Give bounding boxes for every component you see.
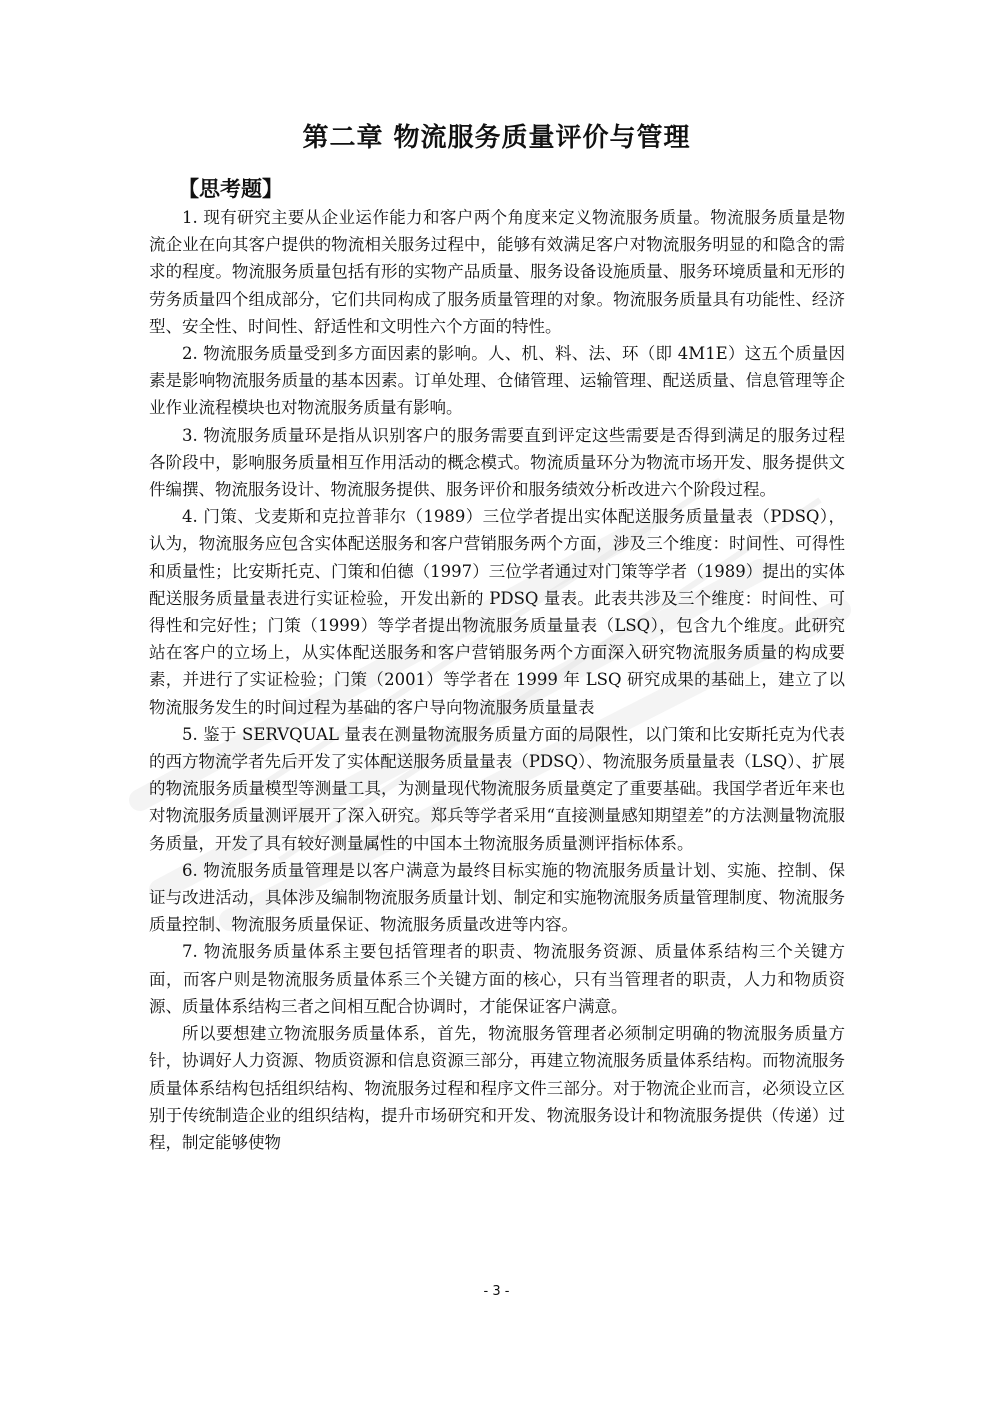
paragraph-6: 6. 物流服务质量管理是以客户满意为最终目标实施的物流服务质量计划、实施、控制、保证与改进活动，具体涉及编制物流服务质量计划、制定和实施物流服务质量管理制度、物流服务质量控制、物流服务质量保证、物流服务质量改进等内容。	[149, 860, 845, 935]
paragraph-3: 3. 物流服务质量环是指从识别客户的服务需要直到评定这些需要是否得到满足的服务过程各阶段中，影响服务质量相互作用活动的概念模式。物流质量环分为物流市场开发、服务提供文件编撰、物流服务设计、物流服务提供、服务评价和服务绩效分析改进六个阶段过程。	[149, 425, 845, 500]
paragraph-8: 所以要想建立物流服务质量体系，首先，物流服务管理者必须制定明确的物流服务质量方针，协调好人力资源、物质资源和信息资源三部分，再建立物流服务质量体系结构。而物流服务质量体系结构包括组织结构、物流服务过程和程序文件三部分。对于物流企业而言，必须设立区别于传统制造企业的组织结构，提升市场研究和开发、物流服务设计和物流服务提供（传递）过程，制定能够使物	[149, 1024, 845, 1152]
paragraph-1: 1. 现有研究主要从企业运作能力和客户两个角度来定义物流服务质量。物流服务质量是物流企业在向其客户提供的物流相关服务过程中，能够有效满足客户对物流服务明显的和隐含的需求的程度。物流服务质量包括有形的实物产品质量、服务设备设施质量、服务环境质量和无形的劳务质量四个组成部分，它们共同构成了服务质量管理的对象。物流服务质量具有功能性、经济型、安全性、时间性、舒适性和文明性六个方面的特性。	[149, 208, 845, 336]
paragraph-2: 2. 物流服务质量受到多方面因素的影响。人、机、料、法、环（即 4M1E）这五个质量因素是影响物流服务质量的基本因素。订单处理、仓储管理、运输管理、配送质量、信息管理等企业作业流程模块也对物流服务质量有影响。	[149, 344, 845, 418]
paragraph-4: 4. 门策、戈麦斯和克拉普菲尔（1989）三位学者提出实体配送服务质量量表（PDSQ），认为，物流服务应包含实体配送服务和客户营销服务两个方面，涉及三个维度：时间性、可得性和质量性；比安斯托克、门策和伯德（1997）三位学者通过对门策等学者（1989）提出的实体配送服务质量量表进行实证检验，开发出新的 PDSQ 量表。此表共涉及三个维度：时间性、可得性和完好性；门策（1999）等学者提出物流服务质量量表（LSQ），包含九个维度。此研究站在客户的立场上，从实体配送服务和客户营销服务两个方面深入研究物流服务质量的构成要素，并进行了实证检验；门策（2001）等学者在 1999 年 LSQ 研究成果的基础上，建立了以物流服务发生的时间过程为基础的客户导向物流服务质量量表	[149, 507, 845, 717]
section-heading: 【思考题】	[178, 177, 283, 201]
paragraph-7: 7. 物流服务质量体系主要包括管理者的职责、物流服务资源、质量体系结构三个关键方面，而客户则是物流服务质量体系三个关键方面的核心，只有当管理者的职责，人力和物质资源、质量体系结构三者之间相互配合协调时，才能保证客户满意。	[149, 942, 845, 1016]
paragraph-5: 5. 鉴于 SERVQUAL 量表在测量物流服务质量方面的局限性，以门策和比安斯托克为代表的西方物流学者先后开发了实体配送服务质量量表（PDSQ）、物流服务质量量表（LSQ）、扩展的物流服务质量模型等测量工具，为测量现代物流服务质量奠定了重要基础。我国学者近年来也对物流服务质量测评展开了深入研究。郑兵等学者采用“直接测量感知期望差”的方法测量物流服务质量，开发了具有较好测量属性的中国本土物流服务质量测评指标体系。	[149, 724, 845, 853]
chapter-title: 第二章 物流服务质量评价与管理	[302, 123, 691, 153]
body-text	[149, 204, 845, 1156]
page-number: - 3 -	[483, 1284, 510, 1299]
